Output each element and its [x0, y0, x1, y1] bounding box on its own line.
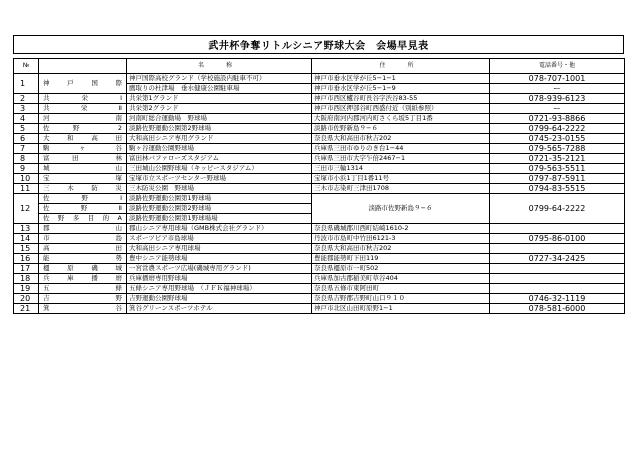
- row-number: 6: [14, 134, 39, 144]
- venue-address: 奈良県橿原市一町502: [312, 264, 490, 274]
- venue-name: 豊中シニア能勢球場: [127, 254, 312, 264]
- venue-address: 奈良県五條市東阿田町: [312, 284, 490, 294]
- table-body: [14, 74, 625, 314]
- row-number: 21: [14, 304, 39, 314]
- venue-address: 奈良県大和高田市秋吉202: [312, 244, 490, 254]
- venue-phone: 0799-64-2222: [490, 124, 625, 134]
- venue-phone: [490, 244, 625, 254]
- row-number: 20: [14, 294, 39, 304]
- row-number: 14: [14, 234, 39, 244]
- header-no: №: [14, 59, 39, 74]
- team-name: 共 栄 Ⅱ: [39, 104, 127, 114]
- venue-name: 五條シニア専用野球場 （ＪＦＫ福神球場）: [127, 284, 312, 294]
- team-name: 富 田 林: [39, 154, 127, 164]
- title-box: [13, 35, 624, 54]
- venue-phone: 0799-64-2222: [490, 194, 625, 224]
- venue-phone: [490, 264, 625, 274]
- team-name: 佐 野 2: [39, 124, 127, 134]
- venue-phone: 0727-34-2425: [490, 254, 625, 264]
- header-phone: 電話番号・他: [490, 59, 625, 74]
- team-name: 佐 野 Ⅱ: [39, 204, 127, 214]
- team-name: 箕 谷: [39, 304, 127, 314]
- table-row: [14, 174, 625, 184]
- venue-phone: 079-565-7288: [490, 144, 625, 154]
- row-number: 19: [14, 284, 39, 294]
- venue-phone: [490, 274, 625, 284]
- venue-address: 丹波市市島町中竹田6121-3: [312, 234, 490, 244]
- team-name: 三 木 防 災: [39, 184, 127, 194]
- venue-name: 淡路佐野運動公園第2野球場: [127, 204, 312, 214]
- team-name: 城 山: [39, 164, 127, 174]
- header-team: [39, 59, 127, 74]
- team-name: 佐 野 多 目 的 A: [39, 214, 127, 224]
- venue-address: 大阪府南河内郡河内町さくら坂5丁目1番: [312, 114, 490, 124]
- venue-name: 三田城山公園野球場（キッピースタジアム）: [127, 164, 312, 174]
- row-number: 8: [14, 154, 39, 164]
- table-row: [14, 154, 625, 164]
- header-address: 住 所: [312, 59, 490, 74]
- venue-name: 鷹取りの杜津場 垂水健康公園駐車場: [127, 84, 312, 94]
- row-number: 1: [14, 74, 39, 94]
- venue-name: 共栄第1グランド: [127, 94, 312, 104]
- team-name: 大 和 高 田: [39, 134, 127, 144]
- table-row: [14, 224, 625, 234]
- team-name: 吉 野: [39, 294, 127, 304]
- venue-name: 三木防災公園 野球場: [127, 184, 312, 194]
- team-name: 五 條: [39, 284, 127, 294]
- team-name: 兵 庫 播 磨: [39, 274, 127, 284]
- venue-table: [13, 58, 625, 314]
- team-name: 河 南: [39, 114, 127, 124]
- venue-name: 淡路佐野運動公園第1野球場場: [127, 214, 312, 224]
- row-number: 13: [14, 224, 39, 234]
- venue-phone: 0721-35-2121: [490, 154, 625, 164]
- venue-phone: 0746-32-1119: [490, 294, 625, 304]
- venue-address: 神戸市西区櫨谷町長谷字渋谷83-55: [312, 94, 490, 104]
- venue-phone: 0745-23-0155: [490, 134, 625, 144]
- venue-phone: 0721-93-8866: [490, 114, 625, 124]
- venue-phone: 079-563-5511: [490, 164, 625, 174]
- header-name: 名 称: [127, 59, 312, 74]
- venue-name: 河南町総合運動場 野球場: [127, 114, 312, 124]
- venue-address: 奈良県磯城郡川西町結崎1610-2: [312, 224, 490, 234]
- table-row: [14, 284, 625, 294]
- row-number: 9: [14, 164, 39, 174]
- venue-address: 淡路市佐野新島９−６: [312, 124, 490, 134]
- venue-name: 淡路佐野運動公園第1野球場: [127, 194, 312, 204]
- venue-address: 兵庫県加古郡稲美町草谷404: [312, 274, 490, 284]
- team-name: 橿 原 磯 城: [39, 264, 127, 274]
- venue-phone: 078-581-6000: [490, 304, 625, 314]
- row-number: 12: [14, 194, 39, 224]
- table-row: [14, 294, 625, 304]
- venue-phone: ー: [490, 104, 625, 114]
- table-row: [14, 164, 625, 174]
- venue-phone: 078-707-1001: [490, 74, 625, 84]
- venue-address: 兵庫県三田市大字乍倍2467−1: [312, 154, 490, 164]
- row-number: 16: [14, 254, 39, 264]
- venue-name: 大和高田シニア専用グランド: [127, 134, 312, 144]
- venue-address: 淡路市佐野新島９−６: [312, 194, 490, 224]
- table-row: [14, 144, 625, 154]
- table-row: [14, 234, 625, 244]
- table-row: [14, 114, 625, 124]
- team-name: 高 田: [39, 244, 127, 254]
- table-row: [14, 194, 625, 204]
- table-row: [14, 184, 625, 194]
- venue-phone: 0797-87-5911: [490, 174, 625, 184]
- venue-name: 兵庫播磨専用野球場: [127, 274, 312, 284]
- venue-address: 奈良県吉野郡吉野町山口９１０: [312, 294, 490, 304]
- venue-name: スポーツピア市島球場: [127, 234, 312, 244]
- team-name: 宝 塚: [39, 174, 127, 184]
- venue-address: 神戸市垂水区学が丘5−1−9: [312, 84, 490, 94]
- table-row: [14, 124, 625, 134]
- venue-name: 郡山シニア専用球場（GMB株式会社グランド）: [127, 224, 312, 234]
- row-number: 3: [14, 104, 39, 114]
- venue-address: 神戸市西区押部谷町西盛付近（別紙参照）: [312, 104, 490, 114]
- venue-address: 奈良県大和高田市秋吉202: [312, 134, 490, 144]
- venue-name: 神戸国際高校グランド（学校施設内駐車不可）: [127, 74, 312, 84]
- venue-name: 一宮営農スポーツ広場(磯城専用グランド): [127, 264, 312, 274]
- table-header-row: [14, 59, 625, 74]
- venue-phone: 078-939-6123: [490, 94, 625, 104]
- page-title: 武井杯争奪リトルシニア野球大会 会場早見表: [208, 41, 429, 52]
- venue-phone: 0794-83-5515: [490, 184, 625, 194]
- venue-address: 神戸市垂水区学が丘5−1−1: [312, 74, 490, 84]
- venue-address: 豊能郡能勢町下田119: [312, 254, 490, 264]
- venue-address: 三田市三輪1314: [312, 164, 490, 174]
- row-number: 5: [14, 124, 39, 134]
- venue-name: 淡路佐野運動公園第2野球場: [127, 124, 312, 134]
- table-row: [14, 94, 625, 104]
- table-row: [14, 304, 625, 314]
- row-number: 2: [14, 94, 39, 104]
- venue-name: 吉野運動公園野球場: [127, 294, 312, 304]
- team-name: 市 島: [39, 234, 127, 244]
- table-row: [14, 134, 625, 144]
- venue-address: 宝塚市小浜1丁目1番11号: [312, 174, 490, 184]
- table-row: [14, 244, 625, 254]
- row-number: 11: [14, 184, 39, 194]
- venue-name: 駒ヶ谷運動公園野球場: [127, 144, 312, 154]
- venue-name: 大和高田シニア専用球場: [127, 244, 312, 254]
- table-row: [14, 74, 625, 84]
- venue-address: 兵庫県三田市ゆりのき台1−44: [312, 144, 490, 154]
- table-row: [14, 274, 625, 284]
- team-name: 郡 山: [39, 224, 127, 234]
- row-number: 10: [14, 174, 39, 184]
- row-number: 18: [14, 274, 39, 284]
- table-row: [14, 264, 625, 274]
- venue-phone: [490, 224, 625, 234]
- venue-name: 宝塚市立スポーツセンター野球場: [127, 174, 312, 184]
- venue-name: 共栄第2グランド: [127, 104, 312, 114]
- row-number: 15: [14, 244, 39, 254]
- table-row: [14, 254, 625, 264]
- team-name: 能 勢: [39, 254, 127, 264]
- venue-address: 三木市志染町三津田1708: [312, 184, 490, 194]
- team-name: 共 栄 Ⅰ: [39, 94, 127, 104]
- venue-name: 富田林バファローズスタジアム: [127, 154, 312, 164]
- team-name: 神 戸 国 際: [39, 74, 127, 94]
- team-name: 佐 野 Ⅰ: [39, 194, 127, 204]
- row-number: 17: [14, 264, 39, 274]
- row-number: 4: [14, 114, 39, 124]
- venue-address: 神戸市北区山田町原野1−1: [312, 304, 490, 314]
- table-row: [14, 104, 625, 114]
- venue-phone: 0795-86-0100: [490, 234, 625, 244]
- row-number: 7: [14, 144, 39, 154]
- venue-name: 箕谷グリーンスポーツホテル: [127, 304, 312, 314]
- venue-phone: ー: [490, 84, 625, 94]
- venue-phone: [490, 284, 625, 294]
- team-name: 駒 ヶ 谷: [39, 144, 127, 154]
